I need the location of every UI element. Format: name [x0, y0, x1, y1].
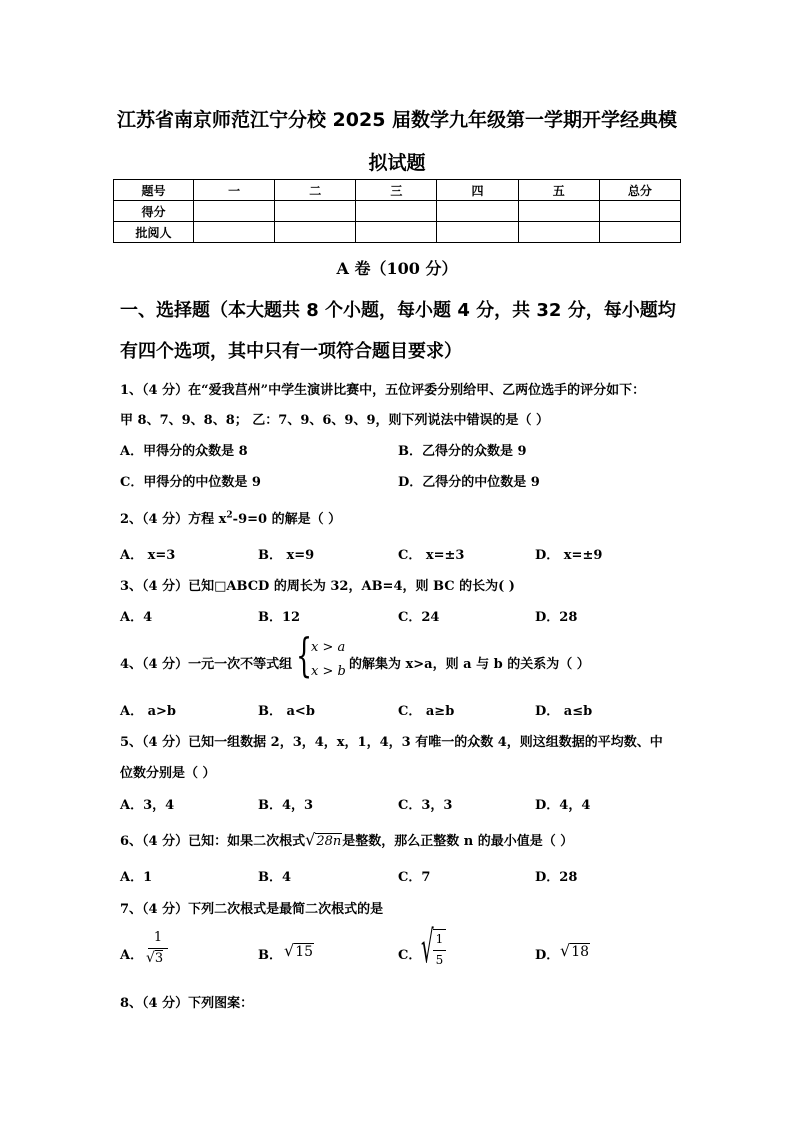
score-cell: [599, 222, 680, 243]
question-2-prefix: 2、（4 分）方程 x: [120, 512, 227, 527]
question-7-option-a-label: A．: [120, 948, 144, 963]
question-6-prefix: 6、（4 分）已知：如果二次根式: [120, 834, 306, 849]
score-cell: [437, 201, 518, 222]
question-6-option-b: B．4: [258, 870, 292, 885]
radical-icon: √: [146, 950, 155, 966]
score-table-row: [114, 201, 681, 222]
question-2-option-a: A． x=3: [120, 548, 176, 563]
radical-icon: √: [421, 922, 434, 973]
radical-b-radicand: 15: [295, 944, 314, 960]
score-row-label: 批阅人: [114, 222, 194, 243]
fraction-a-radicand: 3: [154, 951, 164, 966]
score-table-header: 一: [194, 180, 275, 201]
question-3-option-d: D．28: [535, 610, 578, 625]
score-table-header: 总分: [599, 180, 680, 201]
fraction-bar: [148, 948, 168, 949]
radical-overline: [433, 929, 446, 930]
fraction-c-numerator: 1: [435, 932, 444, 946]
question-2-suffix: -9=0 的解是（ ）: [232, 512, 342, 527]
fraction-a-denominator: [146, 950, 163, 966]
score-table-header-row: [114, 180, 681, 201]
score-table-header: 二: [275, 180, 356, 201]
inequality-2: x > b: [311, 664, 346, 679]
question-4-suffix: 的解集为 x>a，则 a 与 b 的关系为（ ）: [349, 657, 590, 672]
score-cell: [356, 201, 437, 222]
question-1-option-a: A．甲得分的众数是 8: [120, 444, 248, 459]
question-1-option-d: D．乙得分的中位数是 9: [398, 475, 540, 490]
question-3-option-b: B．12: [258, 610, 301, 625]
score-cell: [599, 201, 680, 222]
question-5-option-c: C．3，3: [398, 798, 453, 813]
question-7-option-d-label: D．: [535, 948, 560, 963]
question-5-text-continued: 位数分别是（ ）: [120, 766, 216, 781]
score-cell: [518, 201, 599, 222]
question-8-text: 8、（4 分）下列图案：: [120, 996, 254, 1011]
radical-b: [284, 941, 314, 960]
radicand: 28n: [316, 834, 342, 849]
question-1-option-c: C．甲得分的中位数是 9: [120, 475, 261, 490]
question-2-text: [120, 508, 341, 527]
score-table: [113, 179, 681, 243]
score-cell: [356, 222, 437, 243]
inequality-1: x > a: [311, 640, 346, 655]
score-cell: [518, 222, 599, 243]
score-cell: [437, 222, 518, 243]
radical-icon: √: [305, 830, 316, 849]
question-6-text: [120, 830, 573, 849]
question-6-suffix: 是整数，那么正整数 n 的最小值是（ ）: [342, 834, 574, 849]
score-cell: [275, 201, 356, 222]
question-1-text-continued: 甲 8、7、9、8、8； 乙：7、9、6、9、9，则下列说法中错误的是（ ）: [120, 413, 550, 428]
question-5-option-a: A．3，4: [120, 798, 175, 813]
question-6-option-a: A．1: [120, 870, 153, 885]
question-5-option-d: D．4，4: [535, 798, 591, 813]
question-4-option-d: D． a≤b: [535, 704, 593, 719]
question-4-prefix: 4、（4 分）一元一次不等式组: [120, 657, 293, 672]
fraction-c-denominator: 5: [435, 953, 444, 967]
question-2-exponent: 2: [226, 510, 233, 521]
page-title: 江苏省南京师范江宁分校 2025 届数学九年级第一学期开学经典模: [116, 109, 678, 131]
score-row-label: 得分: [114, 201, 194, 222]
question-1-text: 1、（4 分）在“爱我莒州”中学生演讲比赛中，五位评委分别给甲、乙两位选手的评分如下：: [120, 383, 646, 398]
question-6-option-d: D．28: [535, 870, 578, 885]
question-7-option-b-label: B．: [258, 948, 282, 963]
section-heading: 一、选择题（本大题共 8 个小题，每小题 4 分，共 32 分，每小题均: [120, 300, 676, 321]
question-7-text: 7、（4 分）下列二次根式是最简二次根式的是: [120, 902, 384, 917]
score-table-header: 三: [356, 180, 437, 201]
page-title-continued: 拟试题: [368, 152, 426, 174]
question-2-option-c: C． x=±3: [398, 548, 465, 563]
score-table-header: 五: [518, 180, 599, 201]
radical-icon: √: [560, 941, 571, 960]
question-6-option-c: C．7: [398, 870, 431, 885]
question-2-option-b: B． x=9: [258, 548, 315, 563]
question-5-option-b: B．4，3: [258, 798, 314, 813]
question-4-option-c: C． a≥b: [398, 704, 455, 719]
question-4-option-b: B． a<b: [258, 704, 315, 719]
question-7-option-c-label: C．: [398, 948, 422, 963]
score-cell: [194, 201, 275, 222]
radical-icon: √: [284, 941, 295, 960]
radical-d: [560, 941, 590, 960]
score-table-header: 题号: [114, 180, 194, 201]
fraction-a-numerator: 1: [153, 930, 163, 945]
system-brace-icon: {: [296, 628, 313, 682]
question-1-option-b: B．乙得分的众数是 9: [398, 444, 527, 459]
section-heading-continued: 有四个选项，其中只有一项符合题目要求）: [120, 341, 462, 362]
question-2-option-d: D． x=±9: [535, 548, 603, 563]
question-5-text: 5、（4 分）已知一组数据 2，3，4，x，1，4，3 有唯一的众数 4，则这组数据的平均数、中: [120, 735, 663, 750]
question-3-option-c: C．24: [398, 610, 440, 625]
score-cell: [275, 222, 356, 243]
fraction-bar: [433, 950, 446, 951]
volume-label: A 卷（100 分）: [336, 259, 458, 278]
question-4-option-a: A． a>b: [120, 704, 177, 719]
score-table-header: 四: [437, 180, 518, 201]
question-3-text: 3、（4 分）已知□ABCD 的周长为 32，AB=4，则 BC 的长为( ): [120, 579, 515, 594]
score-cell: [194, 222, 275, 243]
radical-d-radicand: 18: [571, 944, 590, 960]
score-table-row: [114, 222, 681, 243]
question-3-option-a: A．4: [120, 610, 153, 625]
